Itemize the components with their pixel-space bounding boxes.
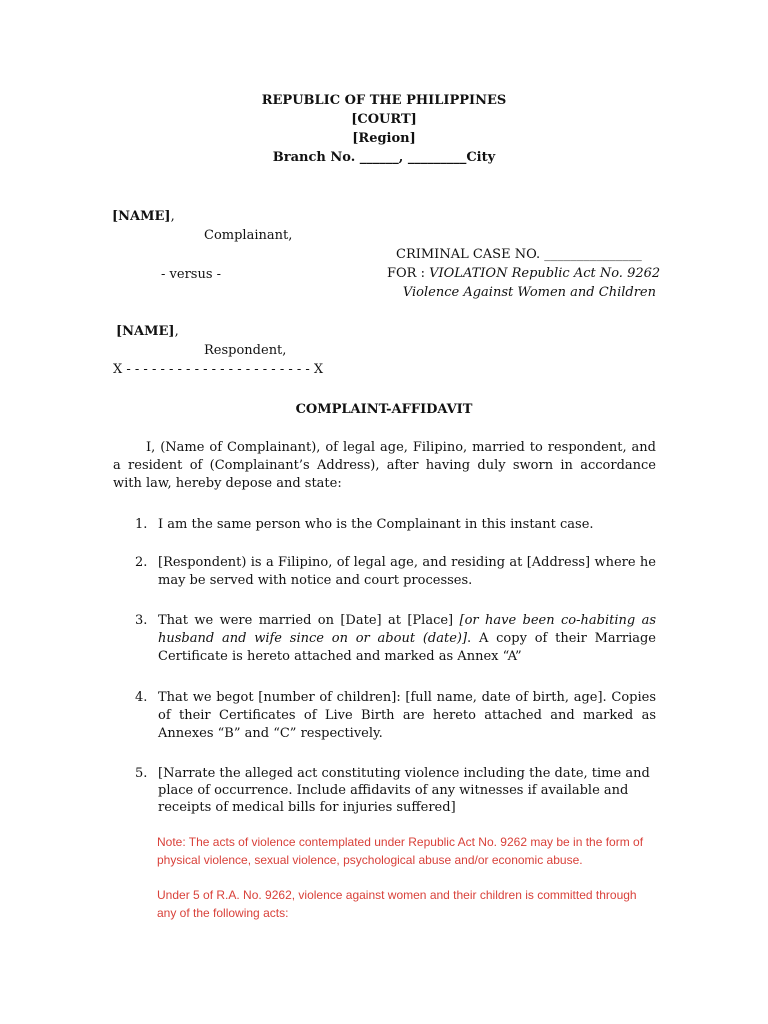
list-item: 5. [Narrate the alleged act constituting violence including the date, time and place of occurrence. Include affidavits of any witnesses if available and receipts of medical bills for injuries suffered] (135, 766, 650, 815)
court-header-branch: Branch No. ______, _________City (272, 150, 496, 165)
complainant-name-line: [NAME], (112, 209, 175, 224)
list-item: 2. [Respondent) is a Filipino, of legal age, and residing at [Address] where he may be served with notice and court processes. (135, 555, 656, 588)
list-item: 4. That we begot [number of children]: [full name, date of birth, age]. Copies of their Certificates of Live Birth are hereto attached and marked as Annexes “B” and “C” respectively. (135, 690, 656, 741)
respondent-name: [NAME] (116, 324, 175, 339)
court-header-region: [Region] (352, 131, 416, 146)
note-acts-of-violence: Note: The acts of violence contemplated under Republic Act No. 9262 may be in the form of physical violence, sexual violence, psychological abuse and/or economic abuse. (157, 835, 644, 867)
criminal-case-number: CRIMINAL CASE NO. _______________ (396, 247, 642, 262)
court-header-court: [COURT] (351, 112, 417, 127)
caption-separator: X - - - - - - - - - - - - - - - - - - - - - - X (113, 362, 324, 377)
versus-label: - versus - (161, 267, 222, 282)
case-violation: VIOLATION Republic Act No. 9262 (429, 266, 661, 281)
list-item: 3. That we were married on [Date] at [Place] [or have been co-habiting as husband and wife since on or about (date)]. A copy of their Marriage Certificate is hereto attached and marked as Annex “A” (135, 613, 656, 664)
list-item: 1. I am the same person who is the Complainant in this instant case. (135, 517, 594, 532)
respondent-label: Respondent, (204, 343, 287, 358)
court-header-republic: REPUBLIC OF THE PHILIPPINES (261, 93, 507, 108)
case-description: Violence Against Women and Children (402, 285, 656, 300)
complainant-label: Complainant, (204, 228, 293, 243)
note-section-5: Under 5 of R.A. No. 9262, violence against women and their children is committed through any of the following acts: (157, 888, 637, 920)
document-title: COMPLAINT-AFFIDAVIT (295, 402, 473, 417)
respondent-name-line: [NAME], (116, 324, 179, 339)
case-for-line: FOR : VIOLATION Republic Act No. 9262 (387, 266, 661, 281)
complainant-name: [NAME] (112, 209, 171, 224)
intro-paragraph: I, (Name of Complainant), of legal age, Filipino, married to respondent, and a resident of (Complainant’s Address), after having duly sworn in accordance with law, hereby depose and state: (113, 440, 656, 491)
